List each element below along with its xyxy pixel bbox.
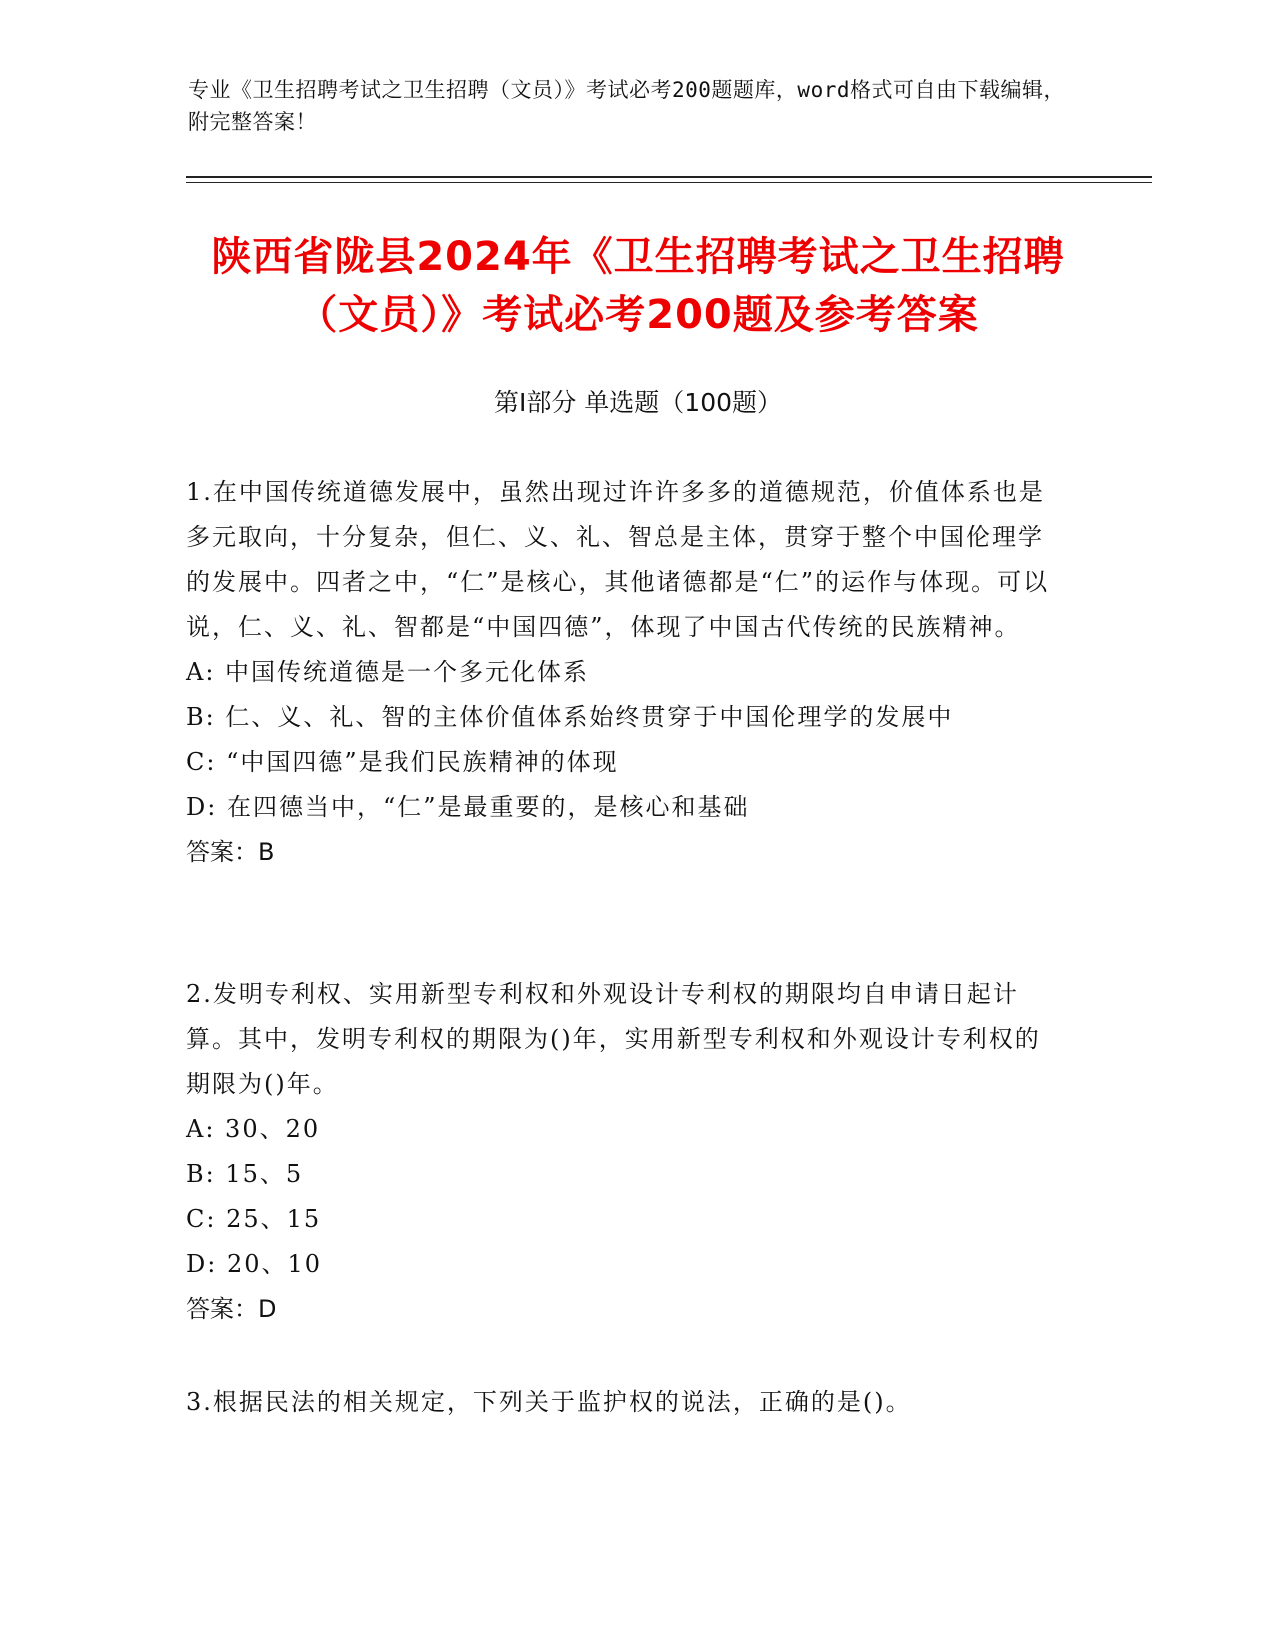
header-note: 专业《卫生招聘考试之卫生招聘（文员）》考试必考200题题库，word格式可自由下载编辑，附完整答案！ — [188, 78, 1065, 134]
question-text: 1.在中国传统道德发展中，虽然出现过许许多多的道德规范，价值体系也是多元取向，十分复杂，但仁、义、礼、智总是主体，贯穿于整个中国伦理学的发展中。四者之中，“仁”是核心，其他诸德都是“仁”的运作与体现。可以说，仁、义、礼、智都是“中国四德”，体现了中国古代传统的民族精神。 — [186, 478, 1050, 641]
question-block-2 — [186, 972, 1066, 1332]
section-heading: 第Ⅰ部分 单选题（100题） — [493, 388, 783, 417]
header-divider-thin — [186, 182, 1152, 183]
option-d: D: 在四德当中，“仁”是最重要的，是核心和基础 — [186, 793, 750, 821]
question-text: 3.根据民法的相关规定，下列关于监护权的说法，正确的是()。 — [186, 1388, 912, 1416]
option-d: D: 20、10 — [186, 1250, 323, 1278]
option-b: B: 15、5 — [186, 1160, 304, 1188]
question-block-1 — [186, 470, 1066, 875]
answer-label: 答案：B — [186, 838, 275, 866]
question-text: 2.发明专利权、实用新型专利权和外观设计专利权的期限均自申请日起计算。其中，发明专利权的期限为()年，实用新型专利权和外观设计专利权的期限为()年。 — [186, 980, 1041, 1098]
option-b: B: 仁、义、礼、智的主体价值体系始终贯穿于中国伦理学的发展中 — [186, 703, 954, 731]
option-a: A: 30、20 — [186, 1115, 321, 1143]
header-divider-thick — [186, 176, 1152, 178]
document-title: 陕西省陇县2024年《卫生招聘考试之卫生招聘（文员）》考试必考200题及参考答案 — [211, 234, 1065, 338]
option-a: A: 中国传统道德是一个多元化体系 — [186, 658, 590, 686]
question-block-3 — [186, 1380, 1066, 1425]
option-c: C: “中国四德”是我们民族精神的体现 — [186, 748, 619, 776]
answer-label: 答案：D — [186, 1295, 277, 1323]
option-c: C: 25、15 — [186, 1205, 322, 1233]
